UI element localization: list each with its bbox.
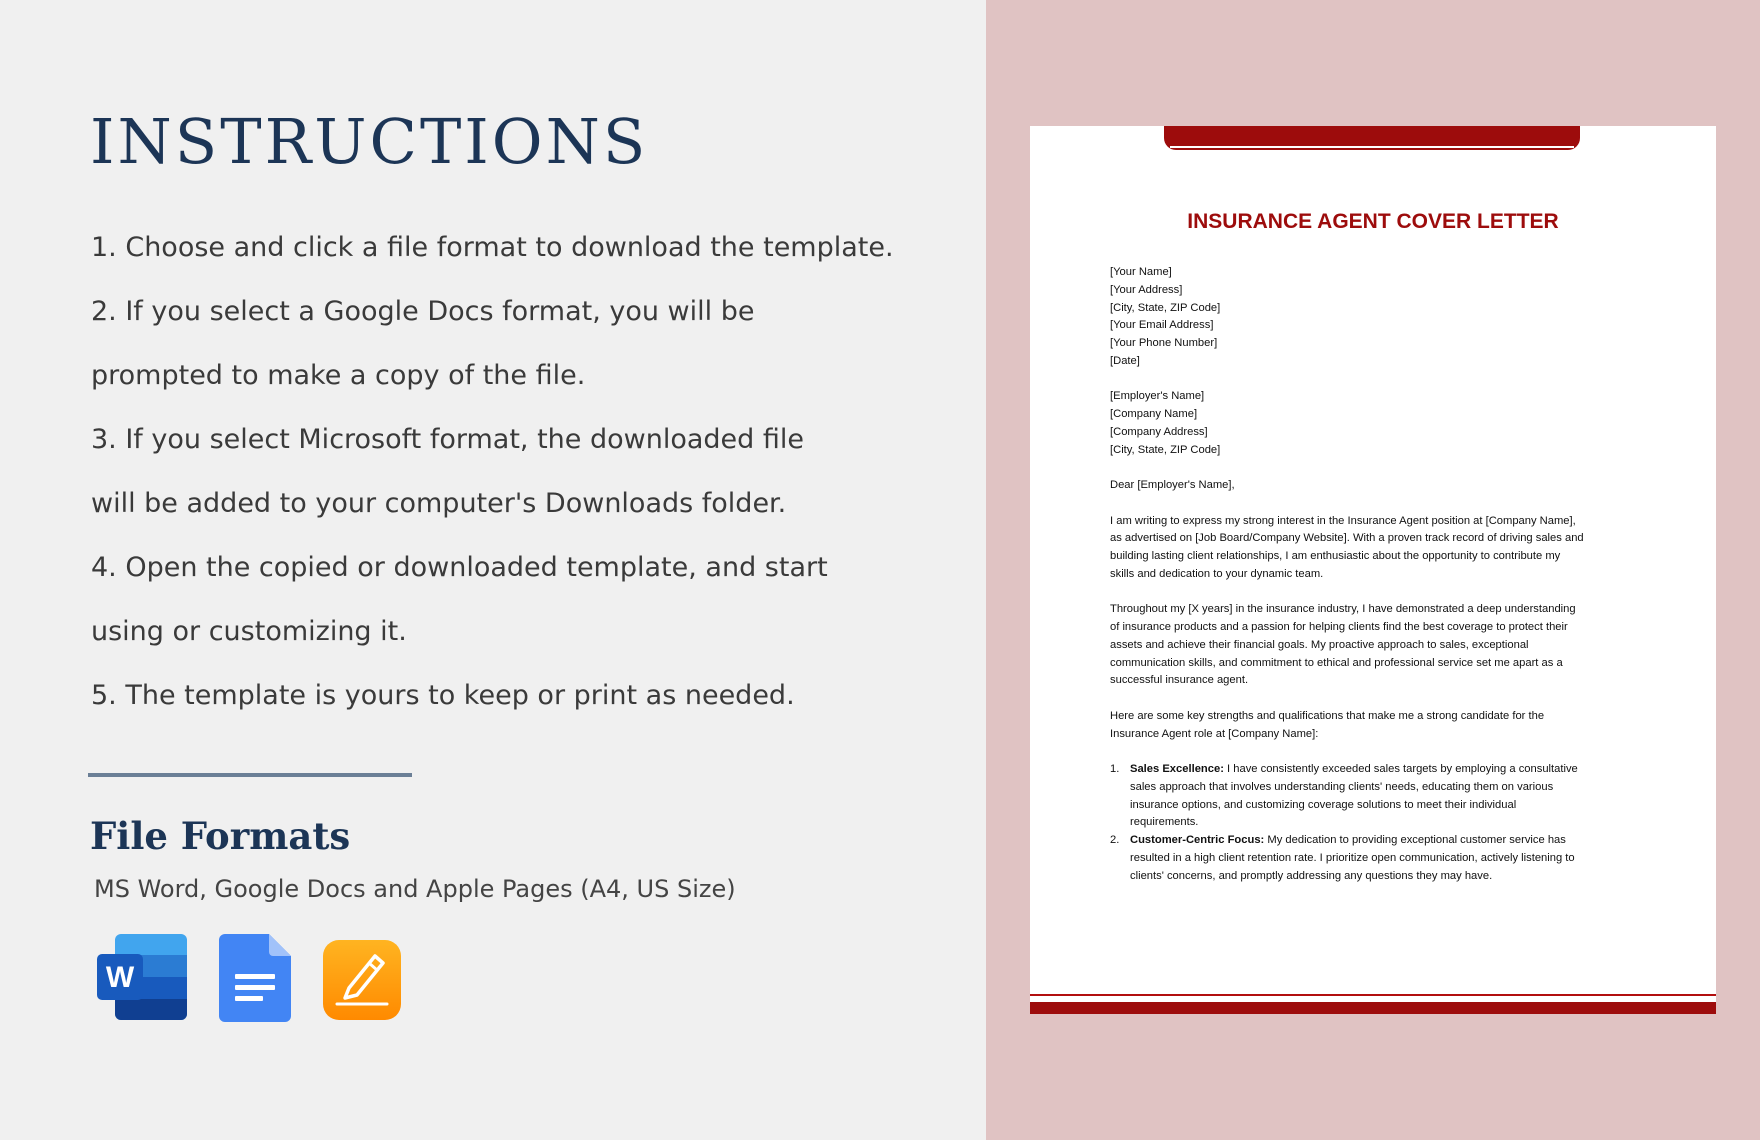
sender-line: [Your Address] <box>1110 283 1183 296</box>
list-label: Customer-Centric Focus: <box>1130 834 1265 846</box>
step-line: 2. If you select a Google Docs format, you will be <box>91 296 755 327</box>
recipient-line: [Company Address] <box>1110 425 1208 438</box>
recipient-line: [Employer's Name] <box>1110 390 1205 403</box>
list-number: 2. <box>1110 834 1120 846</box>
file-formats-description: MS Word, Google Docs and Apple Pages (A4, US Size) <box>94 875 736 903</box>
paragraph-line: assets and achieve their financial goals. My proactive approach to sales, exceptional <box>1110 638 1529 651</box>
instructions-steps <box>91 220 951 732</box>
letter-body <box>1110 264 1640 885</box>
step-line: 3. If you select Microsoft format, the downloaded file <box>91 424 804 455</box>
paragraph-line: successful insurance agent. <box>1110 674 1249 687</box>
apple-pages-icon[interactable] <box>323 940 401 1020</box>
recipient-line: [City, State, ZIP Code] <box>1110 443 1221 456</box>
salutation: Dear [Employer's Name], <box>1110 479 1235 491</box>
paragraph-line: Throughout my [X years] in the insurance industry, I have demonstrated a deep understanding <box>1110 603 1576 616</box>
list-text: clients' concerns, and promptly addressing any questions they may have. <box>1130 869 1493 882</box>
template-preview-panel <box>986 0 1760 1140</box>
section-divider <box>88 773 412 777</box>
step-line: using or customizing it. <box>91 616 407 647</box>
step-line: 4. Open the copied or downloaded template, and start <box>91 552 828 583</box>
google-docs-icon[interactable] <box>219 934 291 1022</box>
letter-preview <box>1030 126 1716 1014</box>
sender-line: [City, State, ZIP Code] <box>1110 301 1221 314</box>
letter-title: INSURANCE AGENT COVER LETTER <box>1187 210 1559 233</box>
paragraph-line: building lasting client relationships, I am enthusiastic about the opportunity to contribute my <box>1110 550 1561 562</box>
sender-block <box>1110 264 1640 371</box>
recipient-block <box>1110 388 1640 459</box>
list-number: 1. <box>1110 763 1120 775</box>
svg-text:W: W <box>105 961 135 994</box>
paragraph-3 <box>1110 708 1640 744</box>
sender-line: [Your Name] <box>1110 266 1172 278</box>
list-item <box>1110 832 1640 885</box>
sender-line: [Date] <box>1110 354 1140 367</box>
list-text: insurance options, and customizing coverage solutions to meet their individual <box>1130 798 1517 811</box>
list-item <box>1110 761 1640 832</box>
footer-accent-line <box>1030 994 1716 996</box>
header-accent-line <box>1170 146 1574 148</box>
paragraph-line: skills and dedication to your dynamic team. <box>1110 567 1324 580</box>
sender-line: [Your Phone Number] <box>1110 337 1218 349</box>
paragraph-line: as advertised on [Job Board/Company Website]. With a proven track record of driving sales and <box>1110 532 1584 545</box>
paragraph-1 <box>1110 513 1640 584</box>
list-text: My dedication to providing exceptional customer service has <box>1264 834 1566 846</box>
footer-accent-bar <box>1030 1002 1716 1014</box>
paragraph-line: of insurance products and a passion for helping clients find the best coverage to protect their <box>1110 621 1568 633</box>
step-line: 1. Choose and click a file format to download the template. <box>91 232 894 263</box>
paragraph-line: Here are some key strengths and qualifications that make me a strong candidate for the <box>1110 709 1545 722</box>
paragraph-2 <box>1110 601 1640 690</box>
file-formats-title: File Formats <box>90 814 351 858</box>
recipient-line: [Company Name] <box>1110 408 1198 420</box>
step-line: will be added to your computer's Downloads folder. <box>91 488 787 519</box>
step-line: 5. The template is yours to keep or print as needed. <box>91 680 795 711</box>
list-label: Sales Excellence: <box>1130 763 1224 775</box>
paragraph-line: I am writing to express my strong interest in the Insurance Agent position at [Company Name], <box>1110 514 1576 527</box>
paragraph-line: Insurance Agent role at [Company Name]: <box>1110 727 1319 740</box>
paragraph-line: communication skills, and commitment to ethical and professional service set me apart as a <box>1110 656 1563 669</box>
list-text: resulted in a high client retention rate. I prioritize open communication, actively listening to <box>1130 851 1575 864</box>
sender-line: [Your Email Address] <box>1110 319 1214 332</box>
step-line: prompted to make a copy of the file. <box>91 360 586 391</box>
ms-word-icon[interactable] <box>97 934 189 1020</box>
list-text: sales approach that involves understanding clients' needs, educating them on various <box>1130 780 1554 793</box>
list-text: requirements. <box>1130 816 1199 829</box>
instructions-title: INSTRUCTIONS <box>90 105 649 178</box>
list-text: I have consistently exceeded sales targets by employing a consultative <box>1223 763 1578 775</box>
strengths-list <box>1110 761 1640 885</box>
